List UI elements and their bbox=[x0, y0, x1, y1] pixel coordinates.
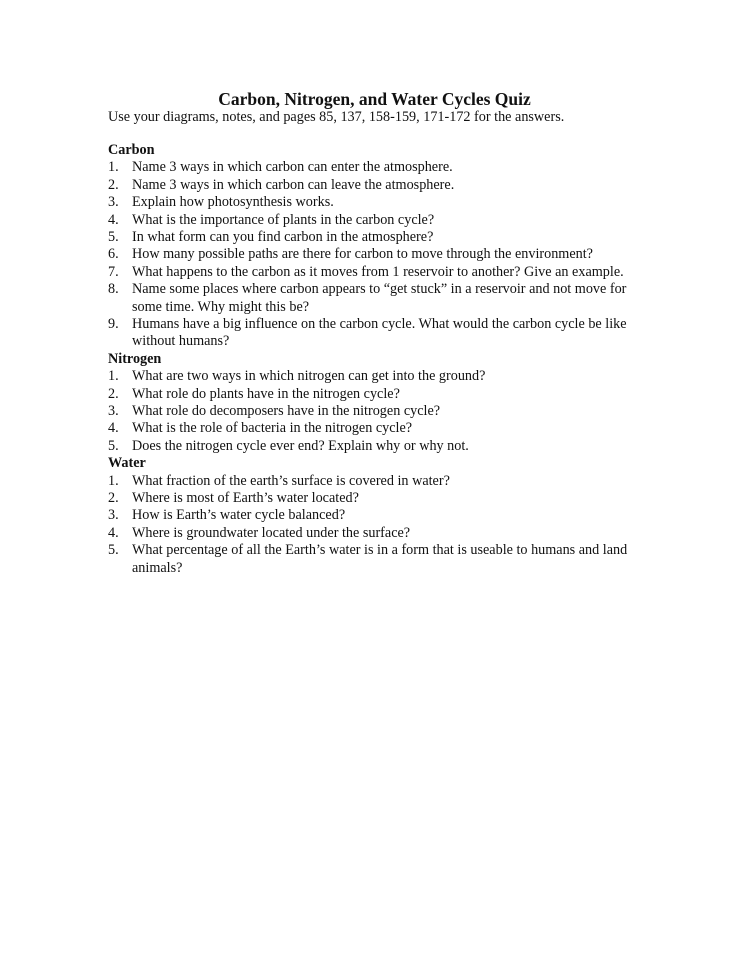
question-item bbox=[108, 490, 648, 507]
question-text: How many possible paths are there for carbon to move through the environment? bbox=[132, 246, 593, 263]
question-number: 1. bbox=[108, 368, 119, 385]
question-number: 2. bbox=[108, 490, 119, 507]
question-item bbox=[108, 525, 648, 542]
question-number: 3. bbox=[108, 507, 119, 524]
question-text: Explain how photosynthesis works. bbox=[132, 194, 334, 211]
question-item bbox=[108, 403, 648, 420]
question-number: 9. bbox=[108, 316, 119, 333]
section-water bbox=[108, 455, 648, 577]
page-title: Carbon, Nitrogen, and Water Cycles Quiz bbox=[218, 89, 531, 109]
question-text: Does the nitrogen cycle ever end? Explain why or why not. bbox=[132, 437, 469, 454]
question-number: 4. bbox=[108, 524, 119, 541]
question-list bbox=[108, 473, 648, 577]
question-number: 1. bbox=[108, 472, 119, 489]
question-text: Name 3 ways in which carbon can leave the atmosphere. bbox=[132, 176, 455, 193]
question-text: What happens to the carbon as it moves from 1 reservoir to another? Give an example. bbox=[132, 263, 624, 280]
question-item bbox=[108, 386, 648, 403]
question-item bbox=[108, 316, 648, 351]
question-text: What are two ways in which nitrogen can get into the ground? bbox=[132, 368, 486, 385]
question-item bbox=[108, 281, 648, 316]
question-text: What is the importance of plants in the carbon cycle? bbox=[132, 211, 435, 228]
question-number: 6. bbox=[108, 246, 119, 263]
question-text: What percentage of all the Earth’s water is in a form that is useable to humans and land animals? bbox=[132, 542, 628, 576]
section-heading: Water bbox=[108, 455, 146, 472]
question-item bbox=[108, 177, 648, 194]
question-number: 5. bbox=[108, 229, 119, 246]
section-heading: Nitrogen bbox=[108, 350, 162, 367]
question-item bbox=[108, 542, 648, 577]
question-item bbox=[108, 159, 648, 176]
question-list bbox=[108, 368, 648, 455]
question-number: 4. bbox=[108, 420, 119, 437]
question-item bbox=[108, 246, 648, 263]
question-item bbox=[108, 420, 648, 437]
question-item bbox=[108, 194, 648, 211]
question-number: 3. bbox=[108, 194, 119, 211]
instructions: Use your diagrams, notes, and pages 85, 137, 158-159, 171-172 for the answers. bbox=[108, 109, 565, 125]
question-text: Name some places where carbon appears to “get stuck” in a reservoir and not move for some time. Why might this be? bbox=[132, 281, 627, 315]
section-carbon bbox=[108, 142, 648, 351]
question-item bbox=[108, 473, 648, 490]
question-item bbox=[108, 368, 648, 385]
question-text: What fraction of the earth’s surface is covered in water? bbox=[132, 472, 450, 489]
question-text: What is the role of bacteria in the nitrogen cycle? bbox=[132, 420, 413, 437]
question-number: 8. bbox=[108, 281, 119, 298]
question-number: 7. bbox=[108, 263, 119, 280]
question-item bbox=[108, 212, 648, 229]
question-text: Where is most of Earth’s water located? bbox=[132, 490, 359, 507]
question-list bbox=[108, 159, 648, 350]
question-number: 5. bbox=[108, 437, 119, 454]
question-number: 2. bbox=[108, 385, 119, 402]
question-number: 3. bbox=[108, 403, 119, 420]
question-number: 4. bbox=[108, 211, 119, 228]
question-item bbox=[108, 229, 648, 246]
question-text: Name 3 ways in which carbon can enter the atmosphere. bbox=[132, 159, 453, 176]
question-number: 1. bbox=[108, 159, 119, 176]
question-text: What role do decomposers have in the nitrogen cycle? bbox=[132, 403, 441, 420]
section-nitrogen bbox=[108, 351, 648, 455]
question-text: Where is groundwater located under the surface? bbox=[132, 524, 411, 541]
question-number: 5. bbox=[108, 542, 119, 559]
question-number: 2. bbox=[108, 176, 119, 193]
question-text: What role do plants have in the nitrogen cycle? bbox=[132, 385, 400, 402]
question-text: How is Earth’s water cycle balanced? bbox=[132, 507, 346, 524]
question-item bbox=[108, 264, 648, 281]
question-item bbox=[108, 507, 648, 524]
section-heading: Carbon bbox=[108, 142, 155, 158]
quiz-body bbox=[108, 142, 648, 577]
question-text: In what form can you find carbon in the atmosphere? bbox=[132, 229, 434, 246]
question-item bbox=[108, 438, 648, 455]
question-text: Humans have a big influence on the carbon cycle. What would the carbon cycle be like without humans? bbox=[132, 316, 627, 350]
